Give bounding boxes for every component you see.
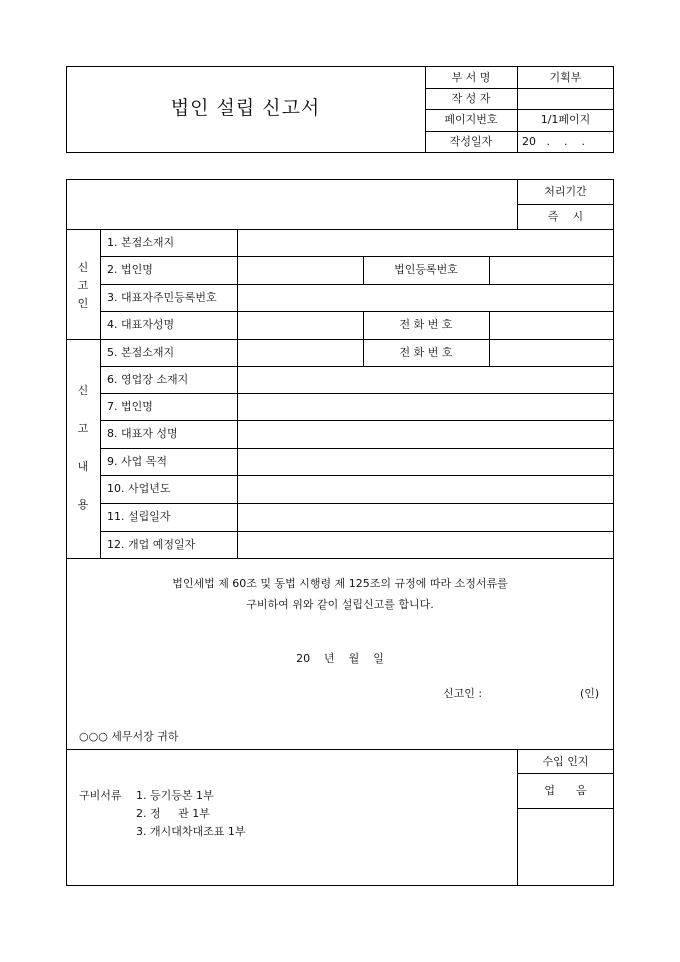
row-label-head-office: 1. 본점소재지 [107, 236, 175, 249]
reporter-section-label [66, 262, 100, 316]
row-line [100, 448, 614, 449]
meta-label-department: 부 서 명 [451, 71, 491, 84]
section-char: 고 [77, 279, 89, 292]
row-line [100, 311, 614, 312]
stamp-divider [517, 749, 518, 886]
section-char: 내 [77, 460, 89, 473]
meta-label-date: 작성일자 [449, 135, 493, 148]
stamp-row-line [517, 773, 614, 774]
section-char: 용 [77, 498, 89, 511]
row-line [100, 284, 614, 285]
row-label-rep-name: 4. 대표자성명 [107, 318, 175, 331]
row-label-corp-name-2: 7. 법인명 [107, 400, 153, 413]
meta-value-department: 기획부 [549, 71, 582, 84]
row-line [66, 749, 614, 750]
report-phone-label: 전 화 번 호 [399, 346, 453, 359]
attachment-item-1: 1. 등기등본 1부 [136, 789, 214, 802]
signer-label: 신고인 : [443, 687, 483, 700]
row-label-representative: 8. 대표자 성명 [107, 427, 178, 440]
report-section-label [66, 385, 100, 537]
statement-line-1: 법인세법 제 60조 및 동법 시행령 제 125조의 규정에 따라 소정서류를 [172, 577, 508, 590]
statement-line-2: 구비하여 위와 같이 설립신고를 합니다. [246, 598, 434, 611]
statement-date: 20 년 월 일 [296, 652, 384, 665]
row-label-establish-date: 11. 설립일자 [107, 510, 171, 523]
meta-row-line [425, 88, 614, 89]
section-char: 인 [77, 297, 89, 310]
row-line [100, 366, 614, 367]
row-label-branch-office: 5. 본점소재지 [107, 346, 175, 359]
section-char: 고 [77, 422, 89, 435]
meta-value-page: 1/1페이지 [540, 113, 591, 126]
meta-row-line [425, 131, 614, 132]
row-label-opening-date: 12. 개업 예정일자 [107, 538, 196, 551]
form-box [66, 179, 614, 886]
processing-period-label: 처리기간 [544, 185, 587, 198]
meta-value-date: 20 . . . [522, 135, 585, 148]
corp-reg-number-label: 법인등록번호 [394, 263, 458, 276]
attachment-item-2: 2. 정 관 1부 [136, 807, 210, 820]
section-char: 신 [77, 261, 89, 274]
row-label-business-purpose: 9. 사업 목적 [107, 455, 167, 468]
section-column-line [100, 229, 101, 558]
row-label-corp-name: 2. 법인명 [107, 263, 153, 276]
meta-label-page: 페이지번호 [444, 113, 498, 126]
row-line [100, 503, 614, 504]
page-title: 법인 설립 신고서 [170, 97, 321, 119]
section-char: 신 [77, 384, 89, 397]
row-line [100, 256, 614, 257]
attachment-item-3: 3. 개시대차대조표 1부 [136, 825, 246, 838]
row-label-fiscal-year: 10. 사업년도 [107, 482, 171, 495]
row-line [100, 475, 614, 476]
row-label-business-place: 6. 영업장 소재지 [107, 373, 189, 386]
stamp-label: 수입 인지 [542, 755, 589, 768]
inner-column-line [489, 256, 490, 284]
seal-mark: (인) [580, 687, 600, 700]
stamp-value: 업 음 [544, 784, 587, 797]
processing-period-value: 즉 시 [547, 210, 584, 223]
row-line [100, 420, 614, 421]
addressee: ○○○ 세무서장 귀하 [79, 730, 179, 743]
row-line [66, 558, 614, 559]
attachments-label: 구비서류 [79, 789, 122, 802]
processing-row-line [517, 204, 614, 205]
reporter-phone-label: 전 화 번 호 [399, 318, 453, 331]
inner-column-line [489, 311, 490, 366]
meta-label-author: 작 성 자 [451, 92, 491, 105]
stamp-row-line [517, 808, 614, 809]
row-line [66, 229, 614, 230]
row-line [100, 393, 614, 394]
row-label-rep-id: 3. 대표자주민등록번호 [107, 291, 217, 304]
row-line [66, 339, 614, 340]
label-column-line [237, 229, 238, 558]
row-line [100, 531, 614, 532]
meta-row-line [425, 109, 614, 110]
